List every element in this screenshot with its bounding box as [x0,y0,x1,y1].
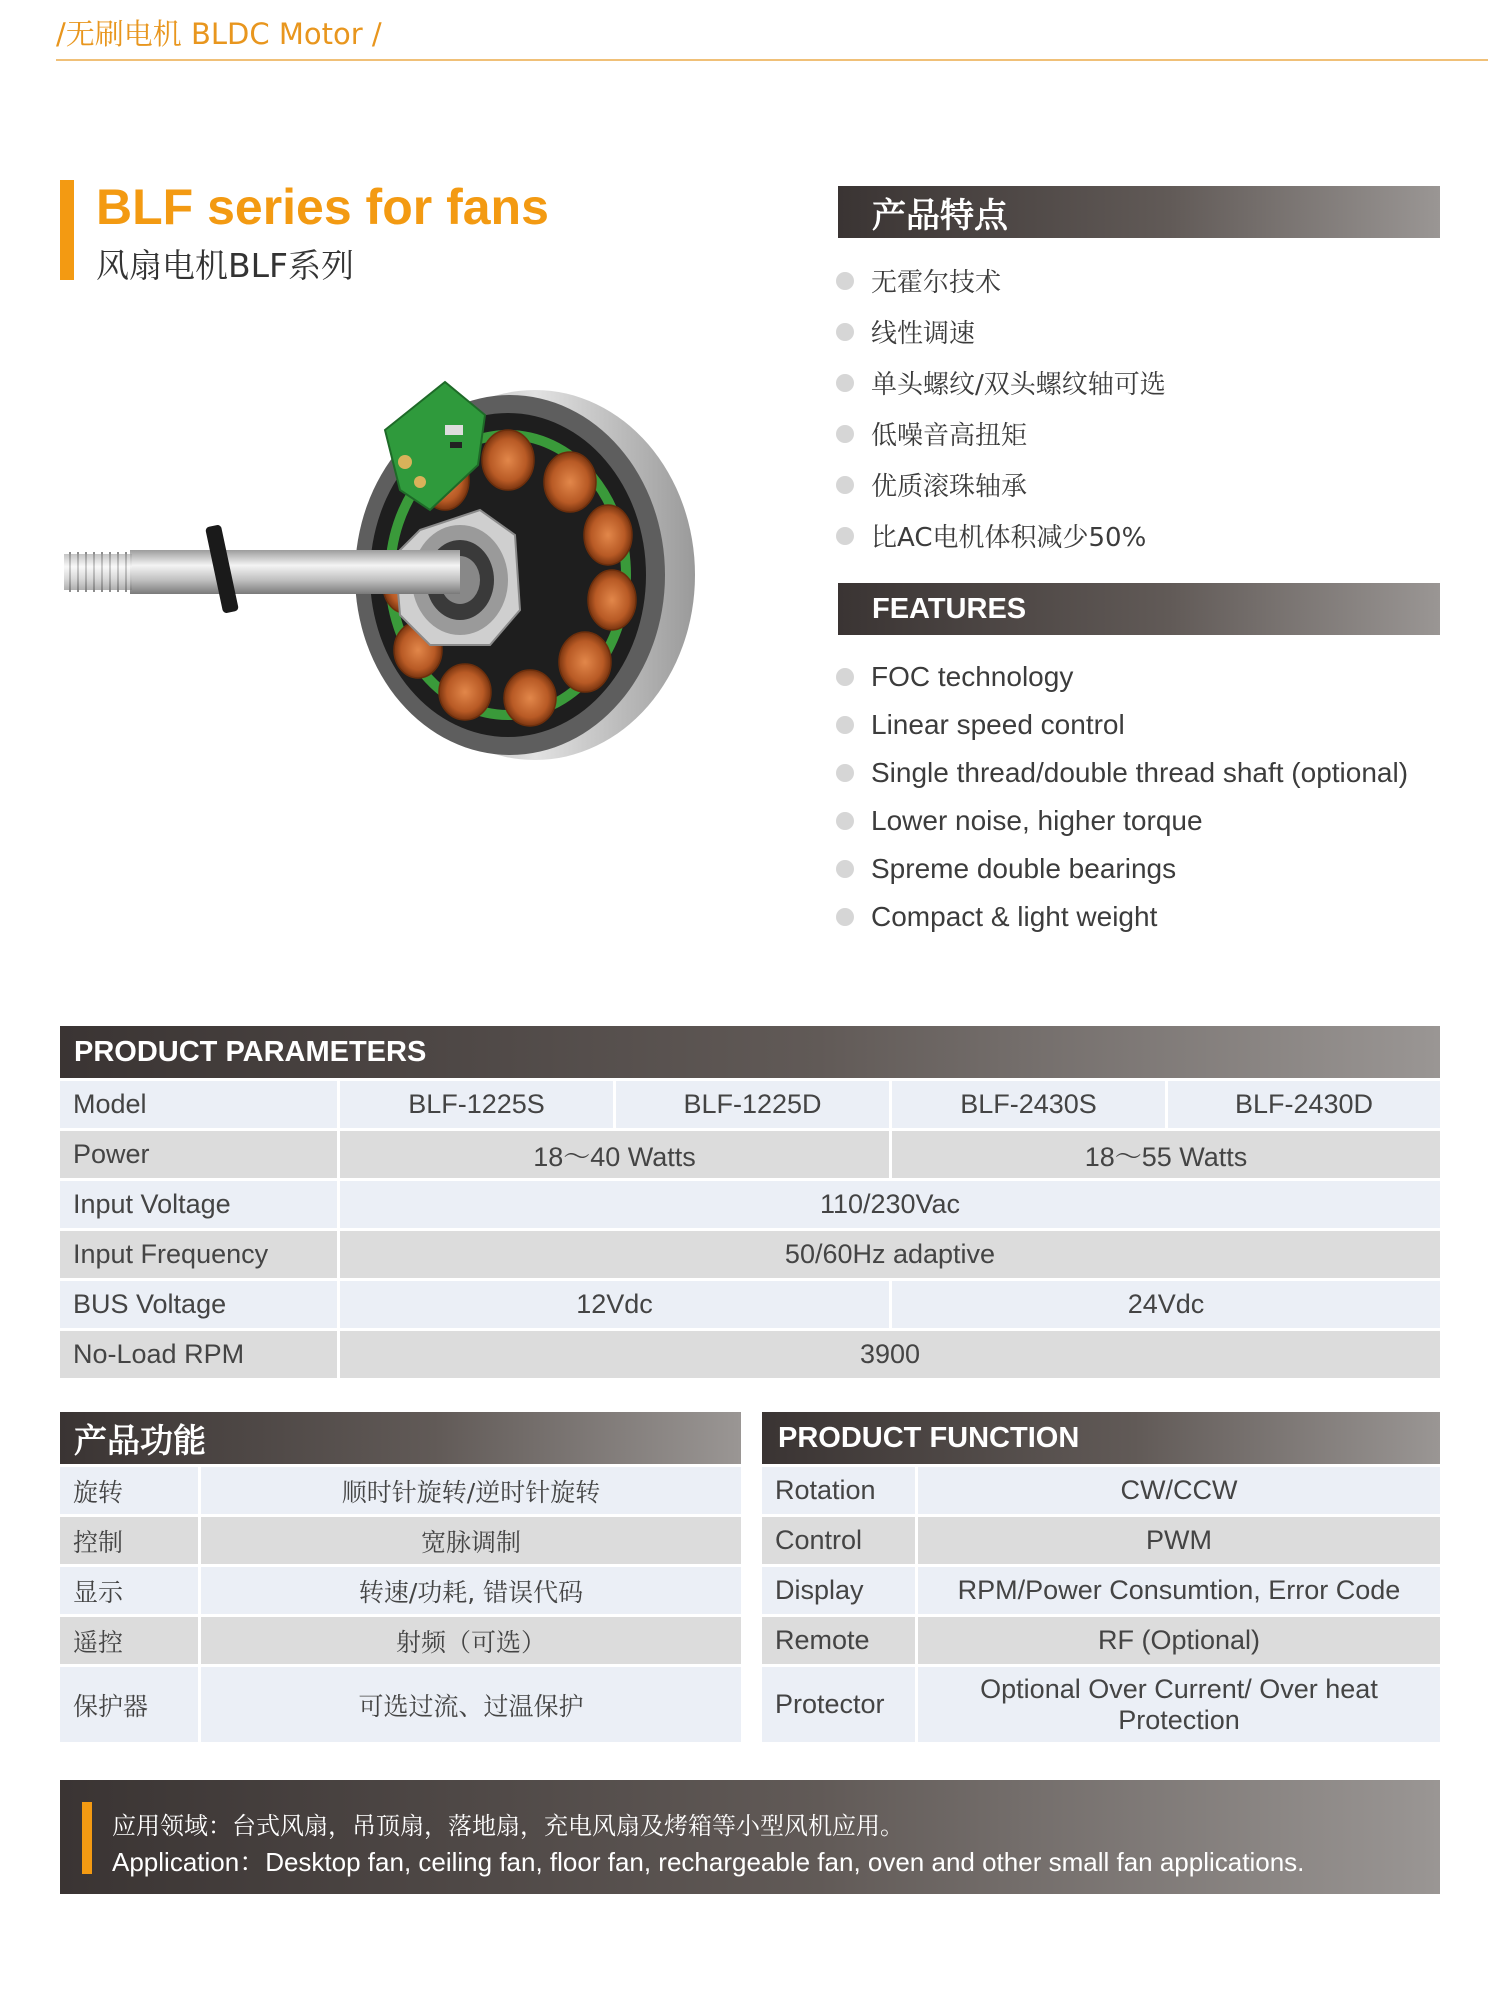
bullet-dot-icon [836,908,854,926]
features-en-header: FEATURES [838,583,1440,635]
bullet-dot-icon [836,860,854,878]
table-row [60,1181,1440,1228]
row-label: 控制 [60,1517,198,1564]
title-accent-bar [60,180,74,280]
list-item: Lower noise, higher torque [836,797,1408,845]
table-row [60,1231,1440,1278]
bullet-dot-icon [836,272,854,290]
row-label: BUS Voltage [60,1281,337,1328]
bullet-dot-icon [836,476,854,494]
row-label: Power [60,1131,337,1178]
list-item: Single thread/double thread shaft (optional) [836,749,1408,797]
bullet-dot-icon [836,425,854,443]
bullet-dot-icon [836,764,854,782]
row-value: RF (Optional) [915,1617,1440,1664]
row-value: PWM [915,1517,1440,1564]
row-label: 显示 [60,1567,198,1614]
table-row [762,1467,1440,1514]
rpm-cell: 3900 [337,1331,1440,1378]
list-item: Spreme double bearings [836,845,1408,893]
table-row [762,1667,1440,1742]
row-label: Protector [762,1667,915,1742]
function-cn-header: 产品功能 [60,1412,741,1464]
input-frequency-cell: 50/60Hz adaptive [337,1231,1440,1278]
table-row [60,1131,1440,1178]
row-label: Model [60,1081,337,1128]
bus-voltage-cell: 24Vdc [889,1281,1440,1328]
table-row [60,1281,1440,1328]
input-voltage-cell: 110/230Vac [337,1181,1440,1228]
list-item: Linear speed control [836,701,1408,749]
row-label: Rotation [762,1467,915,1514]
table-row [762,1567,1440,1614]
parameters-table [60,1078,1440,1381]
table-row [60,1567,741,1614]
row-label: 保护器 [60,1667,198,1742]
bullet-dot-icon [836,527,854,545]
bus-voltage-cell: 12Vdc [337,1281,889,1328]
row-value: 射频（可选） [198,1617,741,1664]
list-item: 线性调速 [836,306,1166,357]
table-row [762,1517,1440,1564]
row-value: CW/CCW [915,1467,1440,1514]
bullet-dot-icon [836,323,854,341]
application-accent-bar [82,1802,92,1874]
row-label: 遥控 [60,1617,198,1664]
list-item: 单头螺纹/双头螺纹轴可选 [836,357,1166,408]
function-en-header: PRODUCT FUNCTION [762,1412,1440,1464]
row-label: No-Load RPM [60,1331,337,1378]
list-item: 比AC电机体积减少50% [836,510,1166,561]
list-item: 低噪音高扭矩 [836,408,1166,459]
application-text-cn: 应用领域：台式风扇，吊顶扇，落地扇，充电风扇及烤箱等小型风机应用。 [112,1812,904,1840]
breadcrumb: /无刷电机 BLDC Motor / [56,17,382,51]
function-cn-table [60,1464,741,1745]
features-cn-list [836,255,1166,561]
bullet-dot-icon [836,668,854,686]
row-value: 宽脉调制 [198,1517,741,1564]
row-value: 转速/功耗, 错误代码 [198,1567,741,1614]
function-en-table [762,1464,1440,1745]
table-row [60,1467,741,1514]
list-item: 无霍尔技术 [836,255,1166,306]
list-item: Compact & light weight [836,893,1408,941]
table-row [60,1667,741,1742]
table-row [60,1517,741,1564]
row-label: Input Voltage [60,1181,337,1228]
model-cell: BLF-1225S [337,1081,613,1128]
features-cn-header: 产品特点 [838,186,1440,238]
row-label: Remote [762,1617,915,1664]
table-row [60,1617,741,1664]
row-value: 顺时针旋转/逆时针旋转 [198,1467,741,1514]
row-value: Optional Over Current/ Over heat Protection [915,1667,1440,1742]
parameters-header: PRODUCT PARAMETERS [60,1026,1440,1078]
application-text-en: Application：Desktop fan, ceiling fan, floor fan, rechargeable fan, oven and other small fan applications. [112,1847,1305,1877]
row-value: RPM/Power Consumtion, Error Code [915,1567,1440,1614]
row-label: 旋转 [60,1467,198,1514]
power-cell: 18～40 Watts [337,1131,889,1178]
table-row [762,1617,1440,1664]
model-cell: BLF-1225D [613,1081,889,1128]
bullet-dot-icon [836,716,854,734]
model-cell: BLF-2430S [889,1081,1165,1128]
table-row [60,1081,1440,1128]
table-row [60,1331,1440,1378]
row-label: Control [762,1517,915,1564]
motor-product-image [60,370,710,770]
page-title: BLF series for fans [96,179,549,235]
row-label: Input Frequency [60,1231,337,1278]
features-en-list [836,653,1408,941]
model-cell: BLF-2430D [1165,1081,1440,1128]
bullet-dot-icon [836,812,854,830]
bullet-dot-icon [836,374,854,392]
page-subtitle: 风扇电机BLF系列 [96,246,355,285]
list-item: FOC technology [836,653,1408,701]
power-cell: 18～55 Watts [889,1131,1440,1178]
top-divider [56,59,1488,61]
row-label: Display [762,1567,915,1614]
list-item: 优质滚珠轴承 [836,459,1166,510]
row-value: 可选过流、过温保护 [198,1667,741,1742]
